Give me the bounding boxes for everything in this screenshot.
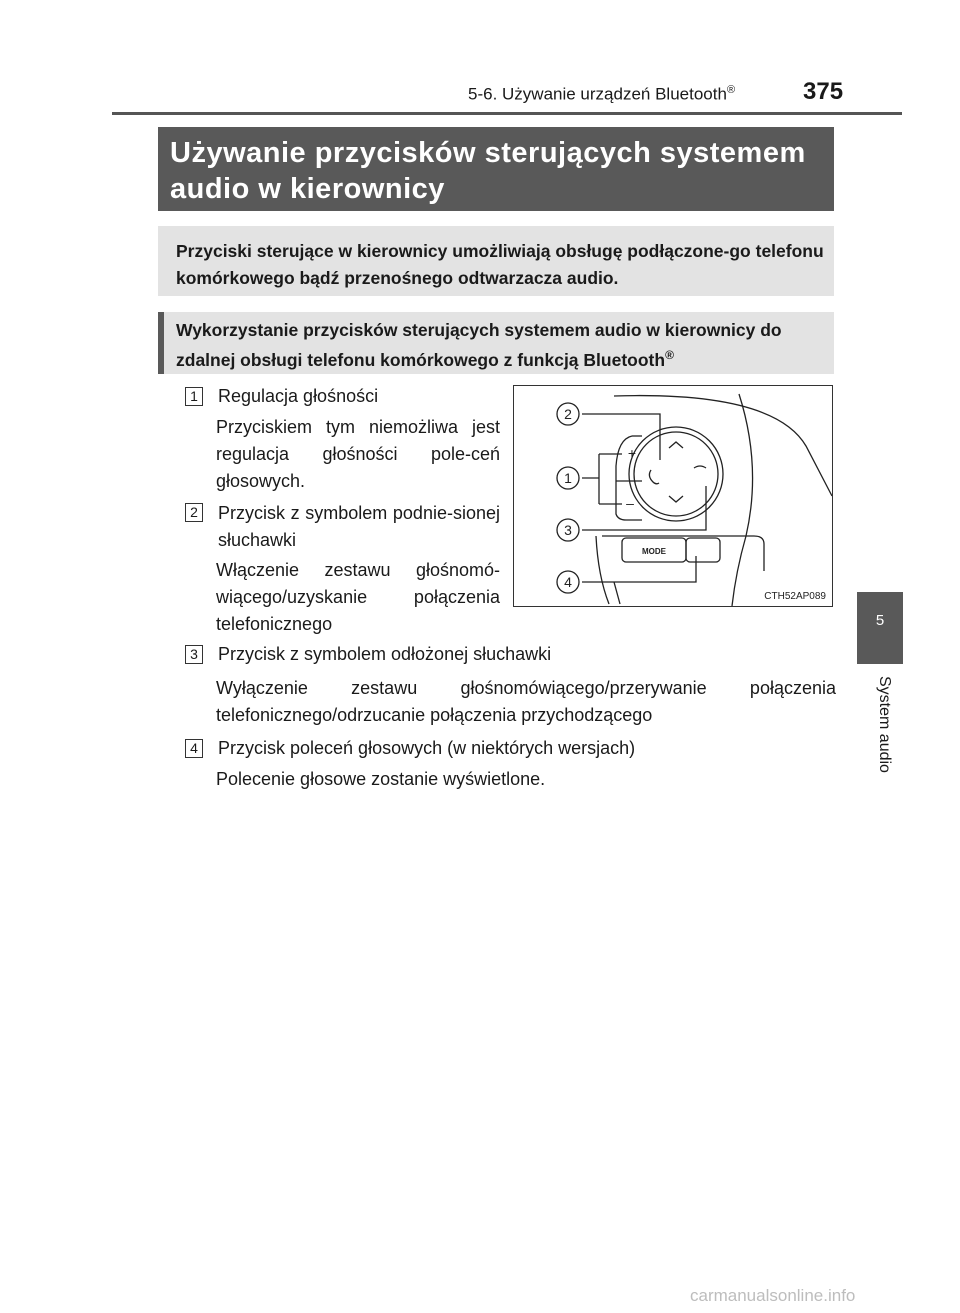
callout-3-label: 3: [564, 522, 572, 538]
callout-1-label: 1: [564, 470, 572, 486]
item-number-2: 2: [185, 503, 203, 522]
item-description-3: Wyłączenie zestawu głośnomówiącego/przerywanie połączenia telefonicznego/odrzucanie połączenia przychodzącego: [216, 678, 836, 725]
chapter-tab: [857, 592, 903, 664]
item-description-1: Przyciskiem tym niemożliwa jest regulacja głośności pole-ceń głosowych.: [216, 417, 500, 491]
intro-box: [158, 226, 834, 296]
page-number: 375: [803, 78, 844, 105]
minus-symbol: –: [626, 495, 634, 511]
chapter-label: System audio: [876, 676, 893, 773]
steering-switch-illustration: [514, 386, 833, 607]
item-title-3: Przycisk z symbolem odłożonej słuchawki: [218, 644, 552, 664]
plus-symbol: +: [627, 445, 637, 461]
item-description-4: Polecenie głosowe zostanie wyświetlone.: [216, 769, 546, 789]
subheading: Wykorzystanie przycisków sterujących systemem audio w kierownicy do zdalnej obsługi telefonu komórkowego z funkcją Bluetooth®: [176, 320, 782, 370]
item-description-2: Włączenie zestawu głośnomó-wiącego/uzyskanie połączenia telefonicznego: [216, 560, 500, 634]
subheading-box: [158, 312, 834, 374]
section-title-block: [158, 127, 834, 211]
item-number-4: 4: [185, 739, 203, 758]
watermark: carmanualsonline.info: [690, 1286, 856, 1305]
callout-2-label: 2: [564, 406, 572, 422]
header-rule: [112, 112, 902, 115]
item-title-1: Regulacja głośności: [218, 386, 379, 406]
item-title-4: Przycisk poleceń głosowych (w niektórych wersjach): [218, 738, 636, 758]
section-title: Używanie przycisków sterujących systemem audio w kierownicy: [170, 137, 806, 205]
chapter-number: 5: [875, 612, 885, 629]
item-title-2: Przycisk z symbolem podnie-sionej słuchawki: [218, 503, 500, 550]
figure-code: CTH52AP089: [764, 591, 826, 602]
callout-4-label: 4: [564, 574, 572, 590]
header-section-title: 5-6. Używanie urządzeń Bluetooth®: [468, 84, 736, 104]
item-number-1: 1: [185, 387, 203, 406]
mode-button-label: MODE: [642, 547, 666, 556]
intro-text: Przyciski sterujące w kierownicy umożliwiają obsługę podłączone-go telefonu komórkowego bądź przenośnego odtwarzacza audio.: [176, 241, 824, 288]
steering-wheel-figure: [513, 385, 833, 607]
item-number-3: 3: [185, 645, 203, 664]
